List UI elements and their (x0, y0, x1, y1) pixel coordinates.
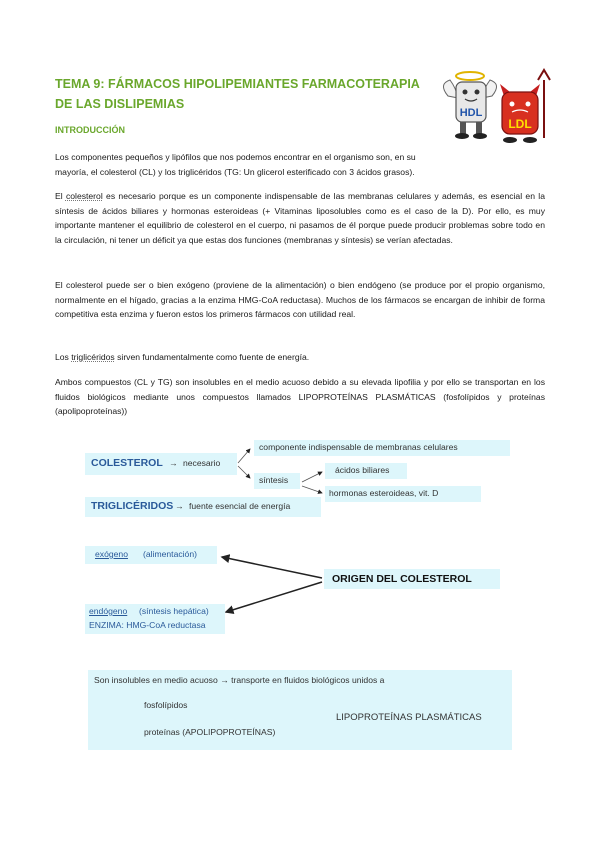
exogeno-note: (alimentación) (143, 549, 197, 559)
endogeno-label: endógeno (89, 606, 128, 616)
trigliceridos-box (85, 497, 321, 517)
paragraph-4-prefix: Los (55, 352, 72, 362)
paragraph-4-body: sirven fundamentalmente como fuente de energía. (114, 352, 310, 362)
origen-label: ORIGEN DEL COLESTEROL (332, 573, 472, 585)
sintesis-label: síntesis (259, 475, 289, 485)
sintesis-box (254, 473, 300, 489)
arrow-glyph: → (169, 458, 178, 468)
ldl-label: LDL (508, 117, 532, 131)
endogeno-box (85, 604, 225, 634)
fuente-label: fuente esencial de energía (189, 501, 291, 511)
endogeno-note: (síntesis hepática) (139, 606, 209, 616)
section-heading: INTRODUCCIÓN (55, 125, 125, 135)
paragraph-3: El colesterol puede ser o bien exógeno (proviene de la alimentación) o bien endógeno (se produce por el propio organismo, normalmente en el hígado, gracias a la enzima HMG-CoA reductasa). Muchos de los fármacos se encargan de inhibir de forma competitiva esta enzima y fueron estos los primeros fármacos con utilidad real. (55, 280, 545, 319)
exogeno-box (85, 546, 217, 564)
origen-box (324, 569, 500, 589)
colesterol-box (85, 453, 237, 475)
fosfolipidos-label: fosfolípidos (144, 700, 188, 710)
componente-box (254, 440, 510, 456)
lipoproteinas-box (88, 670, 512, 750)
acidos-box (325, 463, 407, 479)
enzima-label: ENZIMA: HMG-CoA reductasa (89, 620, 206, 630)
paragraph-5: Ambos compuestos (CL y TG) son insolubles en el medio acuoso debido a su elevada lipofilia y por ello se transportan en los fluidos biológicos mediante unos compuestos llamados LIPOPROTEÍNAS PLASMÁTICAS (fosfolípidos y proteínas (apolipoproteínas)) (55, 377, 545, 416)
arrow-glyph-2: → (175, 501, 184, 511)
paragraph-2-prefix: El (55, 191, 66, 201)
page-title: TEMA 9: FÁRMACOS HIPOLIPEMIANTES FARMACOTERAPIA DE LAS DISLIPEMIAS (55, 77, 420, 111)
proteinas-label: proteínas (APOLIPOPROTEÍNAS) (144, 727, 276, 737)
lipoproteinas-label: LIPOPROTEÍNAS PLASMÁTICAS (336, 712, 482, 723)
insoluble-line: Son insolubles en medio acuoso → transporte en fluidos biológicos unidos a (94, 675, 385, 685)
hormonas-label: hormonas esteroideas, vit. D (329, 488, 439, 498)
trigliceridos-label: TRIGLICÉRIDOS (91, 500, 174, 512)
acidos-label: ácidos biliares (335, 465, 390, 475)
paragraph-1: Los componentes pequeños y lipófilos que nos podemos encontrar en el organismo son, en su mayoría, el colesterol (CL) y los triglicéridos (TG: Un glicerol esterificado con 3 ácidos grasos). (55, 152, 416, 177)
paragraph-2-body: es necesario porque es un componente indispensable de las membranas celulares y además, es esencial en la síntesis de ácidos biliares y hormonas esteroideas (+ Vitaminas liposolubles como es el caso de la D). Por ello, es muy importante mantener el equilibrio de colesterol en el cuerpo, ni pasamos de él porque puede producir problemas sobre todo en la circulación, ni tener un déficit ya que estas dos funciones (membranas y síntesis) se verían afectadas. (55, 191, 545, 245)
exogeno-label: exógeno (95, 549, 128, 559)
componente-label: componente indispensable de membranas celulares (259, 442, 458, 452)
colesterol-label: COLESTEROL (91, 457, 163, 469)
necesario-label: necesario (183, 458, 221, 468)
term-colesterol: colesterol (65, 191, 103, 201)
hdl-label: HDL (459, 107, 483, 119)
hormonas-box (325, 486, 481, 502)
term-trigliceridos: triglicéridos (71, 352, 115, 362)
